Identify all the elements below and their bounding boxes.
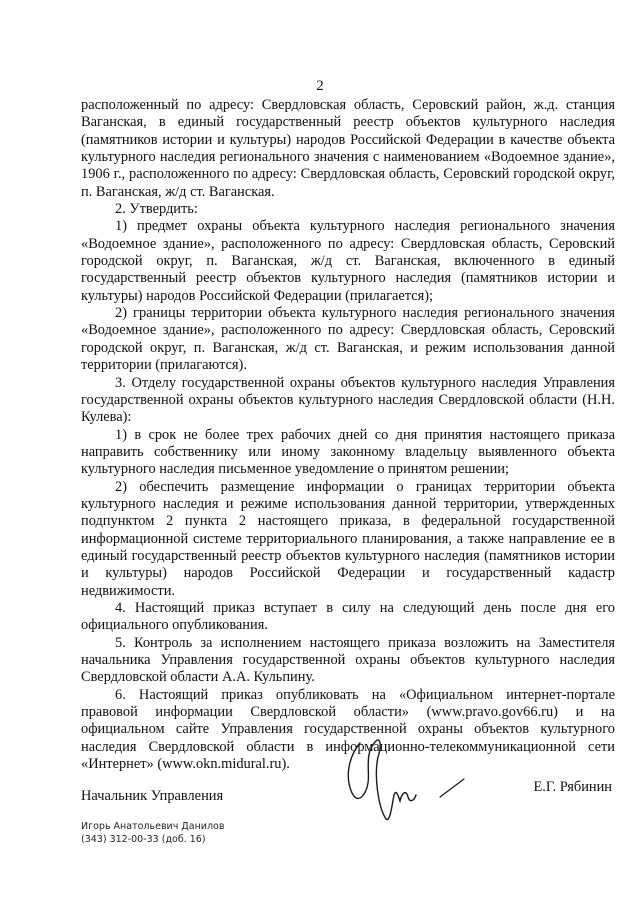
executor-info: [81, 820, 224, 846]
handwritten-signature: [330, 735, 480, 825]
page-number: 2: [316, 78, 324, 94]
paragraph-item-6: 6. Настоящий приказ опубликовать на «Официальном интернет-портале правовой информации Свердловской области» (www.pravo.gov66.ru) и на официальном сайте Управления государственной охраны объектов культурного наследия Свердловской области в информационно-телекоммуникационной сети «Интернет» (www.okn.midural.ru).: [81, 686, 615, 773]
paragraph-item-2-1: 1) предмет охраны объекта культурного наследия регионального значения «Водоемное здание», расположенного по адресу: Свердловская область, Серовский городской округ, п. Ваганская, ж/д ст. Ваганская, включенного в единый государственный реестр объектов культурного наследия (памятников истории и культуры) народов Российской Федерации (прилагается);: [81, 218, 615, 304]
signatory-name: Е.Г. Рябинин: [533, 779, 612, 795]
paragraph-item-2: 2. Утвердить:: [115, 201, 198, 218]
executor-phone: (343) 312-00-33 (доб. 16): [81, 834, 206, 845]
paragraph-item-3-1: 1) в срок не более трех рабочих дней со дня принятия настоящего приказа направить собственнику или иному законному владельцу выявленного объекта культурного наследия письменное уведомление о принятом решении;: [81, 426, 615, 478]
document-body: [81, 97, 615, 773]
signatory-position: Начальник Управления: [81, 788, 224, 804]
paragraph-item-5: 5. Контроль за исполнением настоящего приказа возложить на Заместителя начальника Управления государственной охраны объектов культурного наследия Свердловской области А.А. Кульпину.: [81, 634, 615, 686]
paragraph-item-4: 4. Настоящий приказ вступает в силу на следующий день после дня его официального опубликования.: [81, 599, 615, 634]
paragraph-item-2-2: 2) границы территории объекта культурного наследия регионального значения «Водоемное здание», расположенного по адресу: Свердловская область, Серовский городской округ, п. Ваганская, ж/д ст. Ваганская, и режим использования данной территории (прилагаются).: [81, 305, 615, 374]
paragraph-item-3: 3. Отделу государственной охраны объектов культурного наследия Управления государственной охраны объектов культурного наследия Свердловской области (Н.Н. Кулева):: [81, 374, 615, 426]
executor-name: Игорь Анатольевич Данилов: [81, 821, 225, 832]
paragraph-item-3-2: 2) обеспечить размещение информации о границах территории объекта культурного наследия и режиме использования данной территории, утвержденных подпунктом 2 пункта 2 настоящего приказа, в федеральной государственной информационной системе территориального планирования, а также направление ее в единый государственный реестр объектов культурного наследия (памятников истории и культуры) народов Российской Федерации и государственный кадастр недвижимости.: [81, 478, 615, 599]
paragraph-intro: расположенный по адресу: Свердловская область, Серовский район, ж.д. станция Ваганская, в единый государственный реестр объектов культурного наследия (памятников истории и культуры) народов Российской Федерации в качестве объекта культурного наследия регионального значения с наименованием «Водоемное здание», 1906 г., расположенного по адресу: Свердловская область, Серовский городской округ, п. Ваганская, ж/д ст. Ваганская.: [81, 97, 615, 200]
